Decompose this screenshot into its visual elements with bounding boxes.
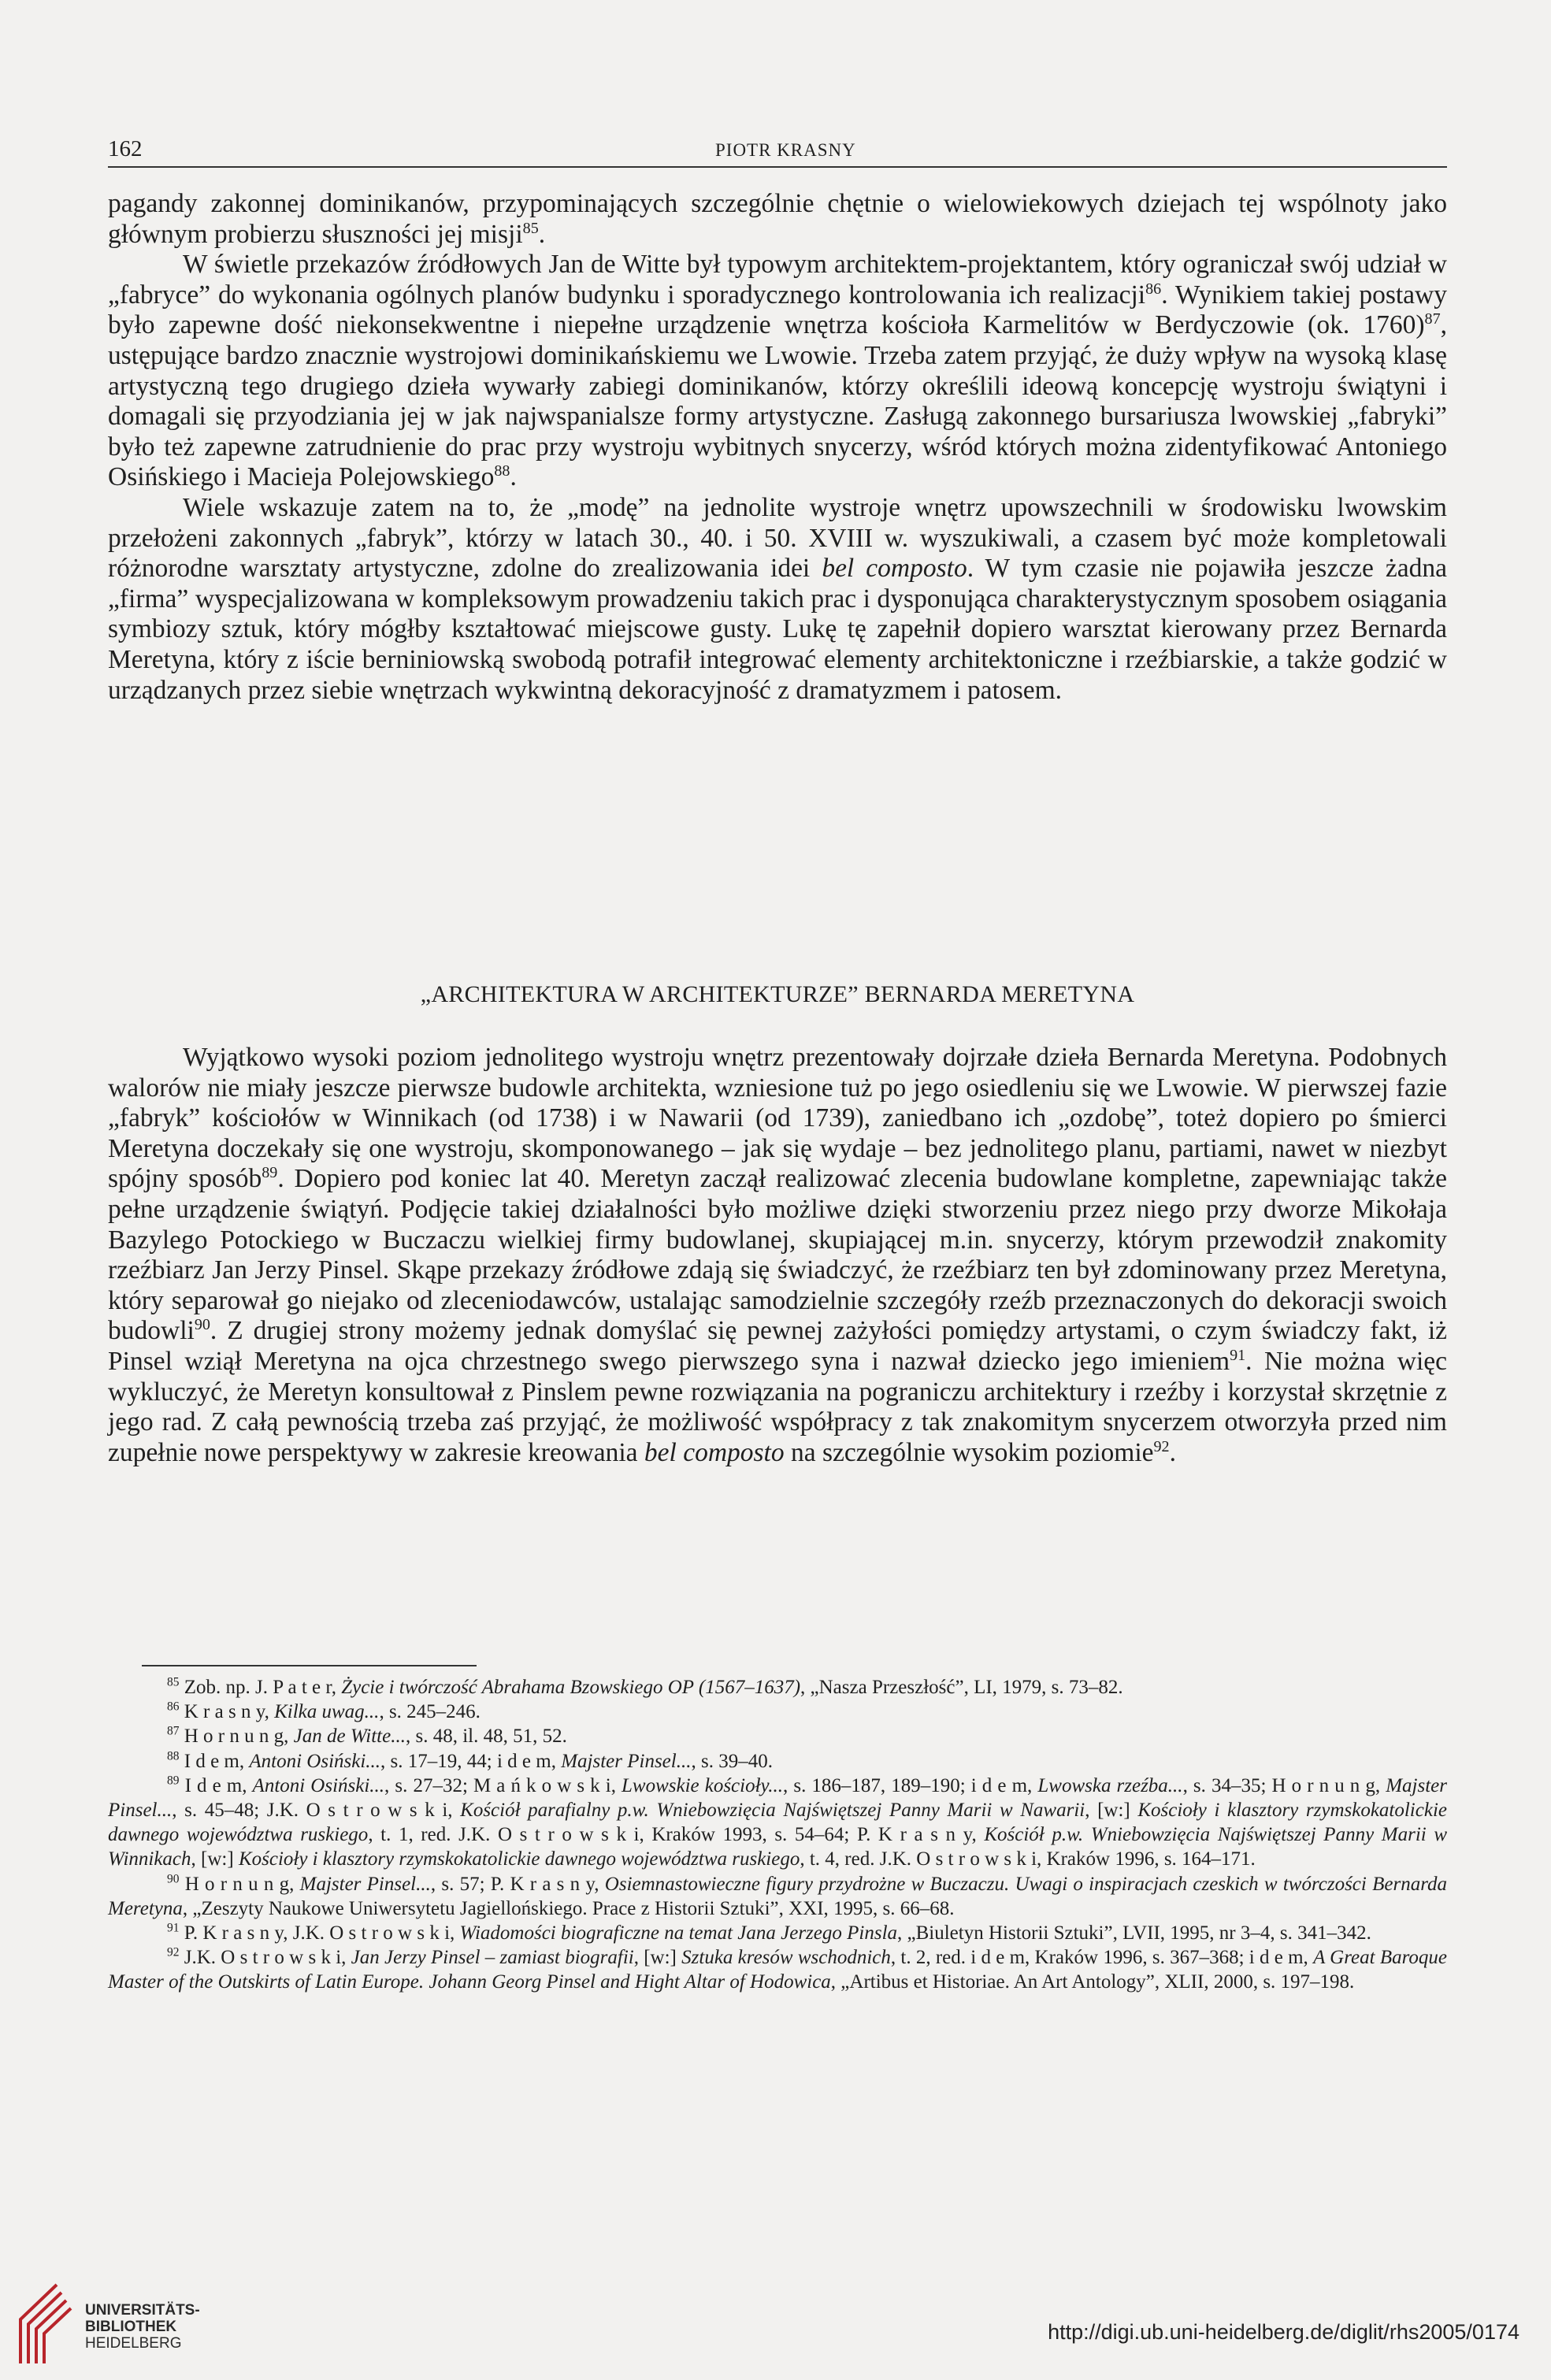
italic-run: Antoni Osiński... <box>249 1750 381 1772</box>
italic-run: Kościoły i klasztory rzymskokatolickie dawnego województwa ruskiego <box>108 1800 1447 1846</box>
text-run: , [w:] <box>633 1947 682 1969</box>
text-run: , „Artibus et Historiae. An Art Antology”, XLII, 2000, s. 197–198. <box>830 1971 1355 1993</box>
italic-run: Kościoły i klasztory rzymskokatolickie dawnego województwa ruskiego <box>238 1848 800 1870</box>
text-run: , t. 1, red. J.K. O s t r o w s k i, Kraków 1993, s. 54–64; P. K r a s n y, <box>368 1824 985 1846</box>
text-run: . Z drugiej strony możemy jednak domyślać się pewnej zażyłości pomiędzy artystami, o czym świadczy fakt, iż Pinsel wziął Meretyna na ojca chrzestnego swego pierwszego syna i nazwał dziecko jego imieniem <box>108 1316 1447 1376</box>
text-run: . Nie można więc wykluczyć, że Meretyn konsultował z Pinslem pewne rozwiązania na pograniczu architektury i rzeźby i korzystał skrzętnie z jego rad. Z całą pewnością trzeba zaś przyjąć, że możliwość współpracy z tak znakomitym snycerzem otworzyła przed nim zupełnie nowe perspektywy w zakresie kreowania <box>108 1346 1447 1467</box>
footnote-ref: 86 <box>167 1700 180 1714</box>
italic-run: Antoni Osiński... <box>252 1774 385 1796</box>
text-run: H o r n u n g, <box>179 1873 300 1895</box>
text-run: , s. 245–246. <box>379 1701 481 1723</box>
italic-run: Majster Pinsel... <box>299 1873 431 1895</box>
text-run: , t. 4, red. J.K. O s t r o w s k i, Kraków 1996, s. 164–171. <box>800 1848 1256 1870</box>
paragraph-1 <box>108 189 1447 250</box>
footnote-6 <box>108 1872 1447 1921</box>
text-run: , „Biuletyn Historii Sztuki”, LVII, 1995, nr 3–4, s. 341–342. <box>897 1922 1371 1944</box>
text-run: , s. 48, il. 48, 51, 52. <box>405 1726 567 1748</box>
page-number: 162 <box>108 136 143 161</box>
logo-line-3: HEIDELBERG <box>85 2335 182 2352</box>
text-run: Zob. np. J. P a t e r, <box>179 1677 342 1698</box>
footnote-4 <box>108 1749 1447 1774</box>
text-run: W świetle przekazów źródłowych Jan de Witte był typowym architektem-projektantem, który ograniczał swój udział w „fabryce” do wykonania ogólnych planów budynku i sporadycznego kontrolowania ich realizacji <box>108 250 1447 310</box>
running-head: PIOTR KRASNY <box>715 140 856 160</box>
paragraph-after-1 <box>108 1043 1447 1468</box>
footnote-ref: 90 <box>167 1872 180 1886</box>
text-run: . Wynikiem takiej postawy było zapewne dość niekonsekwentne i niepełne urządzenie wnętrza kościoła Karmelitów w Berdyczowie (ok. 1760) <box>108 280 1447 340</box>
italic-run: bel composto <box>644 1437 785 1467</box>
text-run: , „Nasza Przeszłość”, LI, 1979, s. 73–82. <box>800 1677 1123 1698</box>
text-run: , s. 39–40. <box>691 1750 773 1772</box>
footnote-5 <box>108 1774 1447 1872</box>
italic-run: A Great Baroque Master of the Outskirts of Latin Europe. Johann Georg Pinsel and Hight Altar of Hodowica <box>108 1947 1447 1993</box>
text-run: K r a s n y, <box>179 1701 275 1723</box>
footnote-ref: 85 <box>522 219 539 237</box>
text-run: , s. 57; P. K r a s n y, <box>430 1873 605 1895</box>
italic-run: Kościół parafialny p.w. Wniebowzięcia Najświętszej Panny Marii w Nawarii <box>460 1800 1085 1822</box>
footnote-ref: 86 <box>1145 280 1162 298</box>
italic-run: Jan de Witte... <box>293 1726 406 1748</box>
text-run: Wyjątkowo wysoki poziom jednolitego wystroju wnętrz prezentowały dojrzałe dzieła Bernarda Meretyna. Podobnych walorów nie miały jeszcze pierwsze budowle architekta, wzniesione tuż po jego osiedleniu się we Lwowie. W pierwszej fazie „fabryk” kościołów w Winnikach (od 1738) i w Nawarii (od 1739), zaniedbano ich „ozdobę”, toteż dopiero po śmierci Meretyna doczekały się one wystroju, skomponowanego – jak się wydaje – bez jednolitego planu, partiami, nawet w niezbyt spójny sposób <box>108 1043 1447 1194</box>
footnote-ref: 92 <box>1153 1437 1170 1455</box>
footnote-ref: 89 <box>167 1774 180 1788</box>
text-run: Wiele wskazuje zatem na to, że „modę” na jednolite wystroje wnętrz upowszechnili w środowisku lwowskim przełożeni zakonnych „fabryk”, którzy w latach 30., 40. i 50. XVIII w. wyszukiwali, a czasem być może kompletowali różnorodne warsztaty artystyczne, zdolne do zrealizowania idei <box>108 492 1447 584</box>
footnote-ref: 91 <box>1230 1346 1246 1364</box>
text-run: I d e m, <box>179 1774 253 1796</box>
italic-run: Majster Pinsel... <box>108 1774 1447 1822</box>
library-logo-icon <box>9 2280 72 2368</box>
footnotes <box>108 1675 1447 1995</box>
italic-run: Wiadomości biograficzne na temat Jana Jerzego Pinsla <box>459 1922 898 1944</box>
footnote-ref: 85 <box>167 1675 180 1689</box>
italic-run: bel composto <box>822 554 967 584</box>
footnote-ref: 88 <box>494 462 510 480</box>
text-run: , s. 34–35; H o r n u n g, <box>1182 1774 1386 1796</box>
text-run: , s. 17–19, 44; i d e m, <box>380 1750 562 1772</box>
text-run: , [w:] <box>1085 1800 1138 1822</box>
text-run: . Dopiero pod koniec lat 40. Meretyn zaczął realizować zlecenia budowlane kompletne, zapewniając także pełne urządzenie świątyń. Podjęcie takiej działalności było możliwe dzięki stworzeniu przez niego przy dworze Mikołaja Bazylego Potockiego w Buczaczu wielkiej firmy budowlanej, skupiającej m.in. snycerzy, którym przewodził znakomity rzeźbiarz Jan Jerzy Pinsel. Skąpe przekazy źródłowe zdają się świadczyć, że rzeźbiarz ten był zdominowany przez Meretyna, który separował go niejako od zleceniodawców, ustalając samodzielnie szczegóły rzeźb przeznaczonych do dekoracji swoich budowli <box>108 1164 1447 1346</box>
logo-line-1: UNIVERSITÄTS- <box>85 2302 200 2319</box>
text-run: . <box>538 219 546 249</box>
footnote-ref: 87 <box>167 1725 180 1739</box>
library-logo-text <box>85 2302 200 2352</box>
italic-run: Osiemnastowieczne figury przydrożne w Buczaczu. Uwagi o inspiracjach czeskich w twórczości Bernarda Meretyna <box>108 1873 1447 1919</box>
text-run: H o r n u n g, <box>179 1726 294 1748</box>
italic-run: Kilka uwag... <box>274 1701 380 1723</box>
footnote-2 <box>108 1700 1447 1724</box>
text-run: na szczególnie wysokim poziomie <box>784 1437 1154 1467</box>
text-run: , s. 186–187, 189–190; i d e m, <box>783 1774 1038 1796</box>
text-run: P. K r a s n y, J.K. O s t r o w s k i, <box>179 1922 460 1944</box>
italic-run: Lwowskie kościoły... <box>622 1774 784 1796</box>
footnote-3 <box>108 1724 1447 1748</box>
text-run: pagandy zakonnej dominikanów, przypominających szczególnie chętnie o wielowiekowych dziejach tej wspólnoty jako głównym probierzu słuszności jej misji <box>108 189 1447 249</box>
footnote-ref: 90 <box>194 1316 210 1334</box>
footnote-ref: 92 <box>167 1945 180 1959</box>
footnote-1 <box>108 1675 1447 1700</box>
header-rule <box>108 166 1447 168</box>
italic-run: Majster Pinsel... <box>561 1750 692 1772</box>
italic-run: Sztuka kresów wschodnich <box>681 1947 891 1969</box>
italic-run: Kościół p.w. Wniebowzięcia Najświętszej Panny Marii w Winnikach <box>108 1824 1447 1870</box>
text-run: , „Zeszyty Naukowe Uniwersytetu Jagiellońskiego. Prace z Historii Sztuki”, XXI, 1995, s. 66–68. <box>182 1897 955 1919</box>
footnote-8 <box>108 1945 1447 1994</box>
italic-run: Jan Jerzy Pinsel – zamiast biografii <box>351 1947 634 1969</box>
italic-run: Lwowska rzeźba... <box>1037 1774 1183 1796</box>
footnote-ref: 88 <box>167 1749 180 1763</box>
text-run: , s. 45–48; J.K. O s t r o w s k i, <box>172 1800 461 1822</box>
text-run: , t. 2, red. i d e m, Kraków 1996, s. 367–368; i d e m, <box>890 1947 1314 1969</box>
section-heading: „ARCHITEKTURA W ARCHITEKTURZE” BERNARDA MERETYNA <box>420 981 1135 1007</box>
text-run: , [w:] <box>191 1848 239 1870</box>
paragraph-3 <box>108 493 1447 706</box>
text-run: , ustępujące bardzo znacznie wystrojowi dominikańskiemu we Lwowie. Trzeba zatem przyjąć, że duży wpływ na wysoką klasę artystyczną tego drugiego dzieła wywarły zabiegi dominikanów, którzy określili ideową koncepcję wystroju świątyni i domagali się przyodziania jej w jak najwspanialsze formy artystyczne. Zasługą zakonnego bursariusza lwowskiej „fabryki” było też zapewne zatrudnienie do prac przy wystroju wybitnych snycerzy, wśród których można zidentyfikować Antoniego Osińskiego i Macieja Polejowskiego <box>108 310 1447 492</box>
text-run: J.K. O s t r o w s k i, <box>179 1947 351 1969</box>
footnote-7 <box>108 1921 1447 1945</box>
italic-run: Życie i twórczość Abrahama Bzowskiego OP (1567–1637) <box>341 1677 801 1698</box>
paragraph-2 <box>108 250 1447 493</box>
footnote-ref: 89 <box>262 1164 278 1182</box>
footnote-ref: 91 <box>167 1921 180 1935</box>
text-run: . <box>510 462 517 492</box>
logo-line-2: BIBLIOTHEK <box>85 2319 177 2335</box>
text-run: , s. 27–32; M a ń k o w s k i, <box>384 1774 622 1796</box>
body-text-after-heading <box>108 1043 1447 1468</box>
body-text-before-heading <box>108 189 1447 706</box>
text-run: . W tym czasie nie pojawiła jeszcze żadna „firma” wyspecjalizowana w kompleksowym prowadzeniu takich prac i dysponująca charakterystycznym sposobem osiągania symbiozy sztuk, który mógłby kształtować miejscowe gusty. Lukę tę zapełnił dopiero warsztat kierowany przez Bernarda Meretyna, który z iście berniniowską swobodą potrafił integrować elementy architektoniczne i rzeźbiarskie, a także godzić w urządzanych przez siebie wnętrzach wykwintną dekoracyjność z dramatyzmem i patosem. <box>108 554 1447 705</box>
footnote-rule <box>142 1665 477 1666</box>
text-run: . <box>1169 1437 1176 1467</box>
footer-url-link[interactable]: http://digi.ub.uni-heidelberg.de/diglit/rhs2005/0174 <box>1048 2320 1519 2344</box>
footnote-ref: 87 <box>1424 310 1441 328</box>
text-run: I d e m, <box>179 1750 250 1772</box>
